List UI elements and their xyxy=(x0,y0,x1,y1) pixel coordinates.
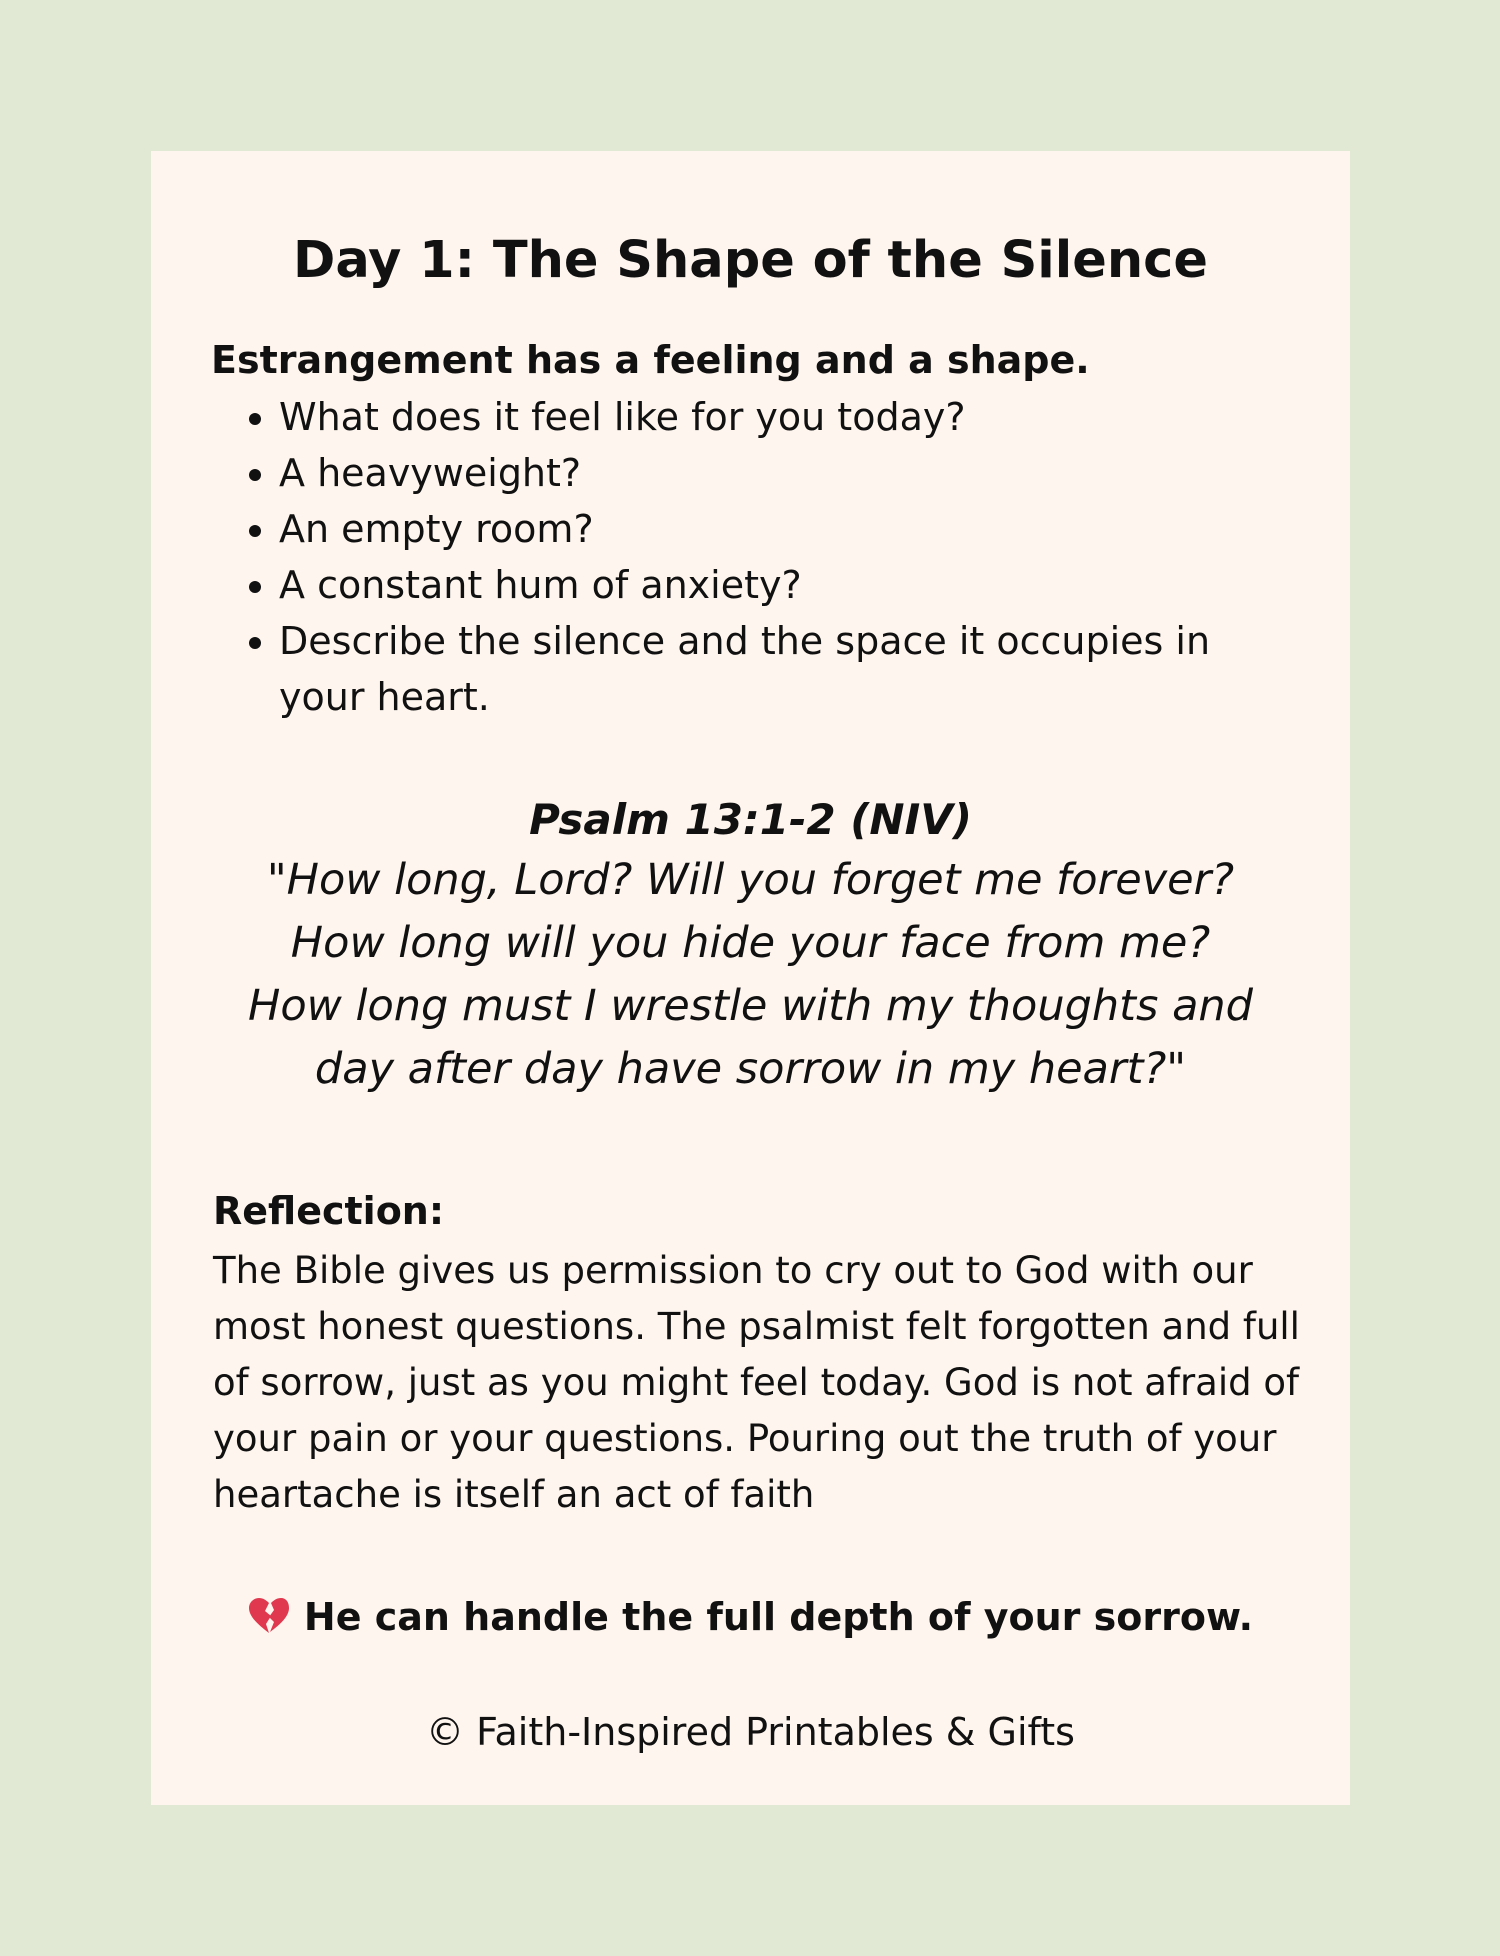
copyright-footer: © Faith-Inspired Printables & Gifts xyxy=(426,1710,1075,1754)
reflection-prompts-list xyxy=(211,389,1251,725)
reflection-heading: Reflection: xyxy=(213,1189,445,1233)
scripture-block xyxy=(151,791,1350,1101)
list-item: • A constant hum of anxiety? xyxy=(279,557,1251,613)
scripture-line: How long must I wrestle with my thoughts and xyxy=(248,981,1253,1031)
closing-text: He can handle the full depth of your sorrow. xyxy=(303,1595,1254,1639)
intro-statement: Estrangement has a feeling and a shape. xyxy=(211,338,1090,382)
list-item: • An empty room? xyxy=(279,501,1251,557)
closing-statement xyxy=(151,1592,1350,1642)
devotional-card xyxy=(151,151,1350,1805)
page-title: Day 1: The Shape of the Silence xyxy=(293,231,1208,290)
broken-heart-icon xyxy=(248,1597,290,1635)
list-item: • A heavyweight? xyxy=(279,445,1251,501)
reflection-body: The Bible gives us permission to cry out to God with our most honest questions. The psalmist felt forgotten and full of sorrow, just as you might feel today. God is not afraid of your pain or your questions. Pouring out the truth of your heartache is itself an act of faith xyxy=(213,1249,1300,1516)
scripture-line: day after day have sorrow in my heart?" xyxy=(314,1044,1187,1094)
scripture-line: How long will you hide your face from me? xyxy=(290,918,1211,968)
list-item: • What does it feel like for you today? xyxy=(279,389,1251,445)
list-item: • Describe the silence and the space it occupies in your heart. xyxy=(279,613,1251,725)
scripture-line: "How long, Lord? Will you forget me forever? xyxy=(266,855,1235,905)
scripture-reference: Psalm 13:1-2 (NIV) xyxy=(529,795,972,844)
